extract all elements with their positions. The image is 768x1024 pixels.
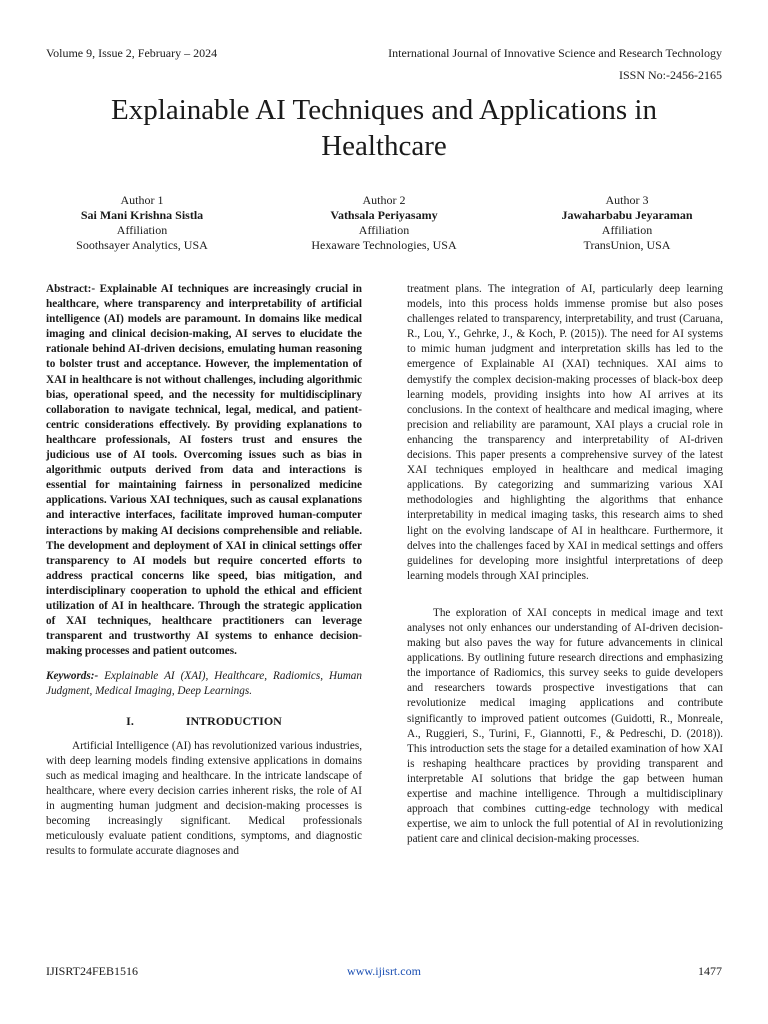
journal-name: International Journal of Innovative Science and Research Technology <box>388 46 722 60</box>
affiliation-label: Affiliation <box>116 223 168 237</box>
author-label: Author 1 <box>120 193 164 207</box>
author-name: Sai Mani Krishna Sistla <box>80 208 204 222</box>
author-1 <box>22 193 262 253</box>
left-column <box>46 282 362 859</box>
abstract: Abstract:- Explainable AI techniques are increasingly crucial in healthcare, where transparency and interpretability of artificial intelligence (AI) models are paramount. In domains like medical imaging and clinical decision-making, AI serves to elucidate the rationale behind AI-driven decisions, emulating human reasoning to bolster trust and acceptance. However, the implementation of XAI in healthcare is not without challenges, including algorithmic bias, operational speed, and the necessity for multidisciplinary collaboration to navigate technical, legal, medical, and patient-centric considerations effectively. By providing explanations to healthcare professionals, AI fosters trust and ensures the judicious use of AI tools. Overcoming issues such as bias in algorithmic outputs derived from data and interactions is essential for maintaining fairness in personalized medicine applications. Various XAI techniques, such as causal explanations and interactive interfaces, facilitate improved human-computer interactions by making AI decisions comprehensible and reliable. The development and deployment of XAI in clinical settings offer transparency to AI models but require concerted efforts to address practical concerns like speed, bias mitigation, and interdisciplinary cooperation to uphold the ethical and efficient utilization of AI in healthcare. Through the strategic application of XAI techniques, healthcare practitioners can leverage transparent and trustworthy AI systems to enhance decision-making processes and patient outcomes. <box>46 283 362 658</box>
issn-number: ISSN No:-2456-2165 <box>618 68 722 82</box>
author-2 <box>264 193 504 253</box>
author-name: Jawaharbabu Jeyaraman <box>561 208 693 222</box>
author-block <box>0 193 768 257</box>
paper-id: IJISRT24FEB1516 <box>46 964 138 978</box>
intro-paragraph-1-continued: treatment plans. The integration of AI, particularly deep learning models, into this process holds immense promise but also poses challenges related to transparency, interpretability, and trust (Caruana, R., Lou, Y., Gehrke, J., & Koch, P. (2015)). The need for AI systems to mimic human judgment and interpretation skills has led to the emergence of Explainable AI (XAI) techniques. XAI aims to demystify the complex decision-making processes of black-box deep learning models, providing insights into how AI arrives at its conclusions. In the context of healthcare and medical imaging, where precision and reliability are paramount, XAI plays a crucial role in enhancing the transparency and interpretability of AI-driven decisions. This paper presents a comprehensive survey of the latest XAI techniques employed in healthcare and medical imaging applications. By categorizing and summarizing various XAI methodologies and highlighting the algorithms that enhance interpretability in medical imaging tasks, this research aims to shed light on the evolving landscape of AI in healthcare. Furthermore, it delves into the challenges faced by XAI in medical settings and offers guidelines for developing more insightful interpretations of deep learning models through XAI principles. <box>407 283 723 582</box>
author-name: Vathsala Periyasamy <box>330 208 438 222</box>
keywords-text: Explainable AI (XAI), Healthcare, Radiomics, Human Judgment, Medical Imaging, Deep Learnings. <box>46 670 362 698</box>
volume-info: Volume 9, Issue 2, February – 2024 <box>46 46 218 60</box>
intro-paragraph-2: The exploration of XAI concepts in medical image and text analyses not only enhances our understanding of AI-driven decision-making but also paves the way for future advancements in clinical applications. By outlining future research directions and emphasizing the importance of Radiomics, this survey seeks to guide developers and researchers towards prospective investigations that can revolutionize medical imaging applications and contribute significantly to improved patient outcomes (Guidotti, R., Monreale, A., Ruggieri, S., Turini, F., Giannotti, F., & Pedreschi, D. (2018)). This introduction sets the stage for a detailed examination of how XAI is reshaping healthcare practices by providing transparent and interpretable AI solutions that bridge the gap between human expertise and machine intelligence. Through a multidisciplinary approach that combines cutting-edge technology with medical expertise, we aim to unlock the full potential of AI in revolutionizing patient care and clinical decision-making processes. <box>407 606 723 846</box>
section-number: I. <box>126 713 134 728</box>
author-3 <box>507 193 747 253</box>
keywords <box>46 669 362 699</box>
paper-title: Explainable AI Techniques and Applications in Healthcare <box>111 94 657 162</box>
author-label: Author 3 <box>605 193 649 207</box>
affiliation-label: Affiliation <box>601 223 653 237</box>
author-affiliation: TransUnion, USA <box>583 238 671 252</box>
section-title: INTRODUCTION <box>185 713 282 728</box>
right-column <box>407 282 723 847</box>
intro-paragraph-1: Artificial Intelligence (AI) has revolutionized various industries, with deep learning models finding extensive applications in domains such as medical imaging and healthcare. In the intricate landscape of healthcare, where every decision carries inherent risks, the role of AI in augmenting human judgment and decision-making processes is becoming increasingly significant. Medical professionals meticulously evaluate patient conditions, symptoms, and diagnostic results to formulate accurate diagnoses and <box>46 739 362 858</box>
affiliation-label: Affiliation <box>358 223 410 237</box>
journal-website-link[interactable]: www.ijisrt.com <box>347 964 421 978</box>
author-affiliation: Soothsayer Analytics, USA <box>76 238 208 252</box>
author-affiliation: Hexaware Technologies, USA <box>311 238 457 252</box>
author-label: Author 2 <box>362 193 406 207</box>
keywords-label: Keywords:- <box>46 670 99 683</box>
section-heading <box>46 714 362 729</box>
page-number: 1477 <box>698 964 722 978</box>
